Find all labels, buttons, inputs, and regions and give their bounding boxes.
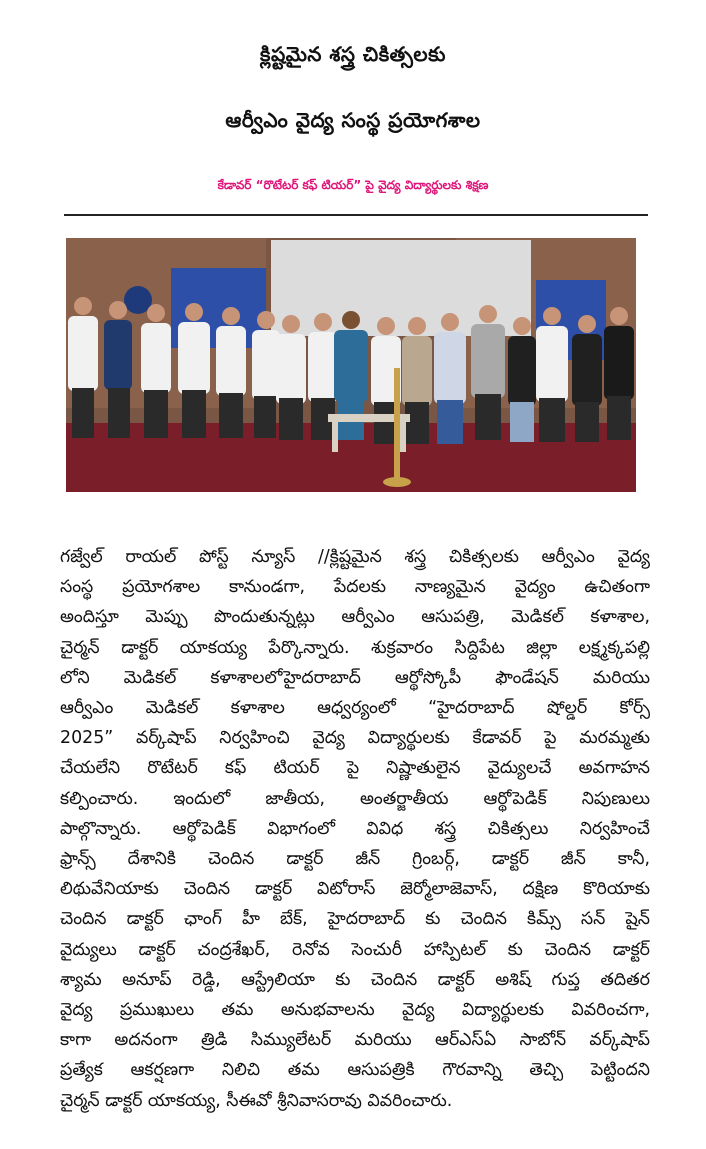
- body-line: సంస్థ ప్రయోగశాల కానుండగా, పేదలకు నాణ్యమైన వైద్యం ఉచితంగా: [60, 577, 650, 598]
- body-line: కాగా అదనంగా త్రిడి సిమ్యులేటర్ మరియు ఆర్ఎస్ఏ సాబోన్ వర్క్‌షాప్: [60, 1030, 650, 1051]
- body-line: వైద్యులు డాక్టర్ చంద్రశేఖర్, రెనోవ సెంచురీ హాస్పిటల్ కు చెందిన డాక్టర్: [60, 939, 650, 960]
- body-line: 2025” వర్క్‌షాప్ నిర్వహించి వైద్య విద్యార్థులకు కేడావర్ పై మరమ్మతు: [60, 728, 650, 749]
- body-line: ఫ్రాన్స్ దేశానికి చెందిన డాక్టర్ జీన్ గ్రింబర్గ్, డాక్టర్ జీన్ కానీ,: [60, 849, 650, 870]
- body-line: లిథువేనియాకు చెందిన డాక్టర్ విటోరాస్ జెర్మోలాజెవాస్, దక్షిణ కొరియాకు: [60, 879, 650, 900]
- body-line: చైర్మన్ డాక్టర్ యాకయ్య, సీఈవో శ్రీనివాసరావు వివరించారు.: [60, 1090, 453, 1111]
- body-line: చెందిన డాక్టర్ ఛాంగ్ హీ బేక్, హైదరాబాద్ కు చెందిన కిమ్స్ సన్ షైన్: [60, 909, 650, 930]
- headline-line-2: ఆర్వీఎం వైద్య సంస్థ ప్రయోగశాల: [225, 108, 481, 132]
- body-line: కల్పించారు. ఇందులో జాతీయ, అంతర్జాతీయ ఆర్థోపెడిక్ నిపుణులు: [60, 788, 650, 809]
- body-line: చైర్మన్ డాక్టర్ యాకయ్య పేర్కొన్నారు. శుక్రవారం సిద్దిపేట జిల్లా లక్ష్మక్కపల్లి: [60, 637, 650, 658]
- photo-illustration: [66, 238, 636, 492]
- body-line: ప్రత్యేక ఆకర్షణగా నిలిచి తమ ఆసుపత్రికి గౌరవాన్ని తెచ్చి పెట్టిందని: [60, 1060, 650, 1081]
- body-line: ఆర్వీఎం మెడికల్ కళాశాల ఆధ్వర్యంలో “హైదరాబాద్ షోల్డర్ కోర్స్: [60, 698, 650, 719]
- group-photo: [66, 238, 636, 492]
- body-line: అందిస్తూ మెప్పు పొందుతున్నట్లు ఆర్వీఎం ఆసుపత్రి, మెడికల్ కళాశాల,: [60, 607, 650, 628]
- body-line: చేయలేని రొటేటర్ కఫ్ టియర్ పై నిష్ణాతులైన వైద్యులచే అవగాహన: [60, 758, 650, 779]
- body-line: గజ్వేల్ రాయల్ పోస్ట్ న్యూస్ //క్లిష్టమైన శస్త్ర చికిత్సలకు ఆర్వీఎం వైద్య: [60, 547, 650, 567]
- subheadline: కేడావర్ “రొటేటర్ కఫ్ టియర్” పై వైద్య విద్యార్థులకు శిక్షణ: [217, 178, 489, 192]
- article-body: [60, 542, 650, 1116]
- headline-line-1: క్లిష్టమైన శస్త్ర చికిత్సలకు: [260, 42, 446, 66]
- body-line: శ్యామ అనూప్ రెడ్డి, ఆస్ట్రేలియా కు చెందిన డాక్టర్ అశిష్ గుప్త తదితర: [60, 969, 650, 990]
- body-line: వైద్య ప్రముఖులు తమ అనుభవాలను వైద్య విద్యార్థులకు వివరించగా,: [60, 1000, 650, 1021]
- body-line: లోని మెడికల్ కళాశాలలోహైదరాబాద్ ఆర్థోస్కోపీ ఫౌండేషన్ మరియు: [60, 667, 650, 688]
- divider: [64, 214, 648, 216]
- body-line: పాల్గొన్నారు. ఆర్థోపెడిక్ విభాగంలో వివిధ శస్త్ర చికిత్సలు నిర్వహించే: [60, 818, 650, 839]
